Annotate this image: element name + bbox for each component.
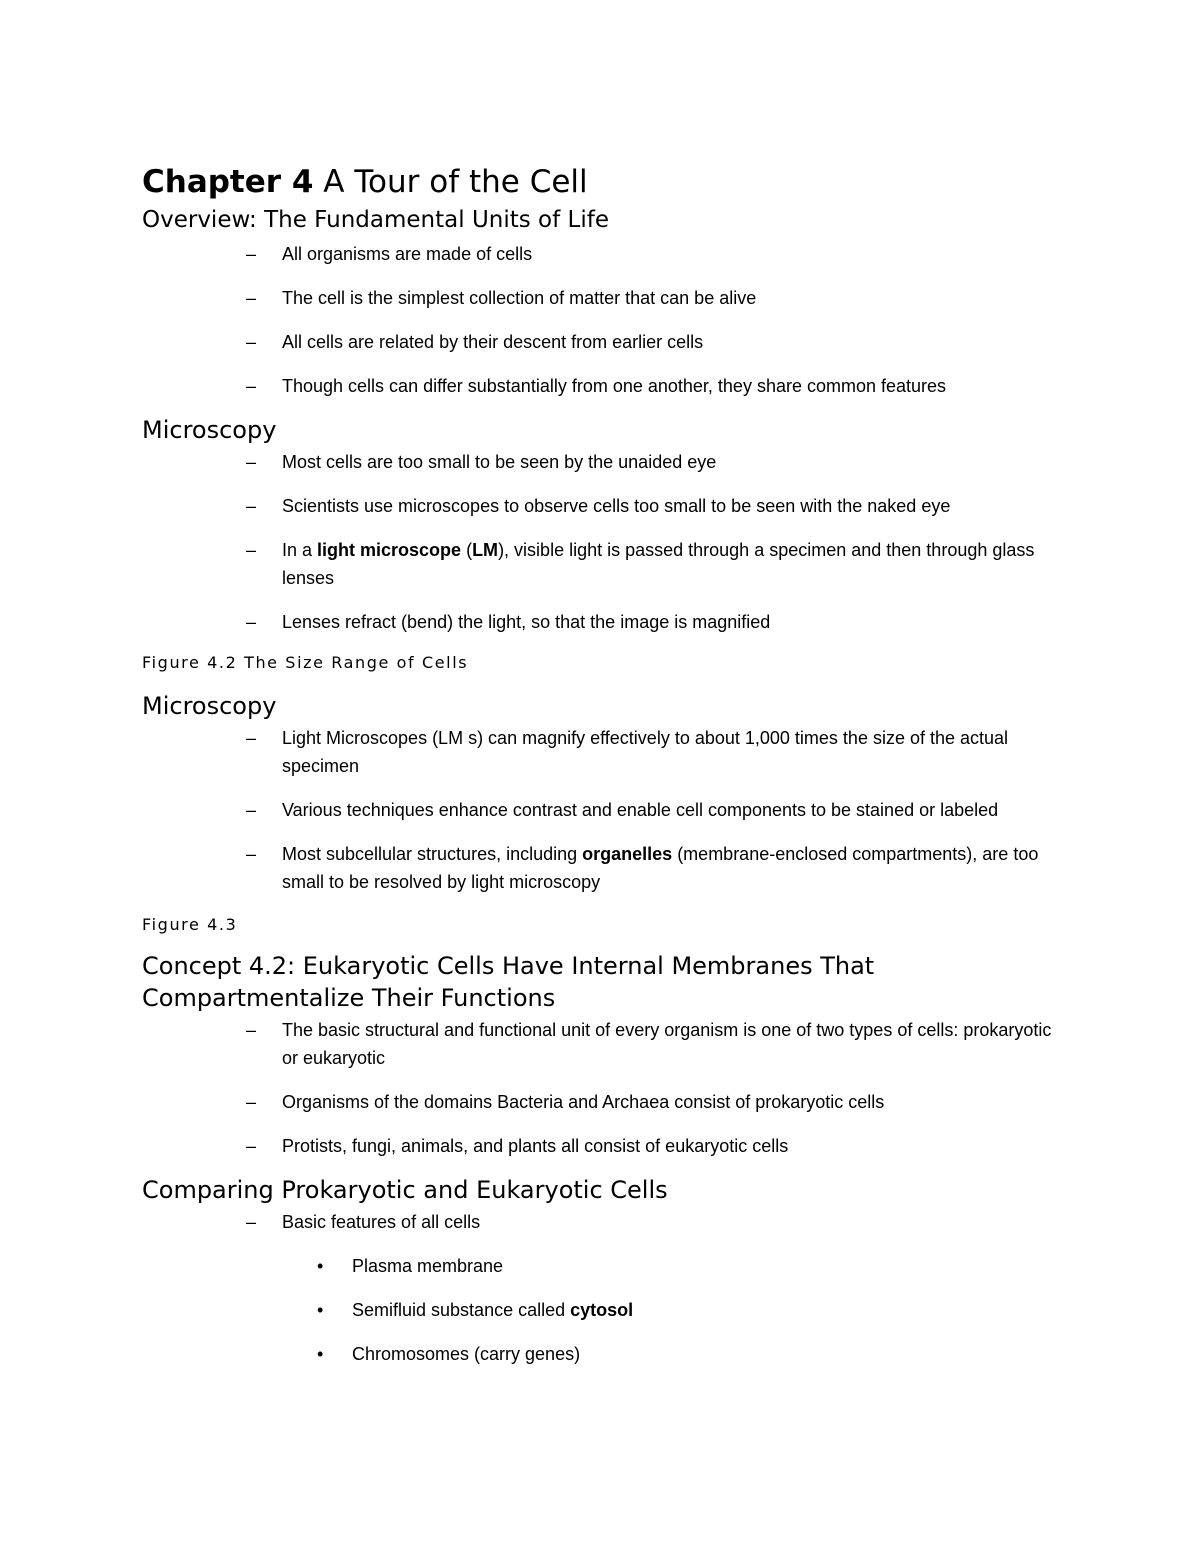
dot-bullet: • — [317, 1256, 324, 1276]
sub-list-item: • Semifluid substance called cytosol — [142, 1296, 1062, 1324]
list-item: – All cells are related by their descent from earlier cells — [142, 328, 1062, 356]
list-item: – Basic features of all cells — [142, 1208, 1062, 1236]
dash-bullet: – — [246, 1212, 257, 1232]
sub-list-item: • Chromosomes (carry genes) — [142, 1340, 1062, 1368]
figure-caption-2: Figure 4.3 — [142, 915, 238, 934]
dash-bullet: – — [246, 540, 257, 560]
term-organelles: organelles — [582, 844, 673, 864]
term-cytosol: cytosol — [570, 1300, 634, 1320]
dash-bullet: – — [246, 332, 257, 352]
dash-bullet: – — [246, 1092, 257, 1112]
list-item: – All organisms are made of cells — [142, 240, 1062, 268]
microscopy-heading: Microscopy — [142, 416, 277, 444]
dash-bullet: – — [246, 1020, 257, 1040]
dash-bullet: – — [246, 844, 257, 864]
dash-bullet: – — [246, 376, 257, 396]
list-item: – Organisms of the domains Bacteria and Archaea consist of prokaryotic cells — [142, 1088, 1062, 1116]
list-item: – Though cells can differ substantially from one another, they share common features — [142, 372, 1062, 400]
list-item: – The basic structural and functional unit of every organism is one of two types of cells: prokaryotic or eukaryotic — [142, 1016, 1062, 1072]
dash-bullet: – — [246, 1136, 257, 1156]
list-item: – Protists, fungi, animals, and plants all consist of eukaryotic cells — [142, 1132, 1062, 1160]
list-item: – The cell is the simplest collection of matter that can be alive — [142, 284, 1062, 312]
dot-bullet: • — [317, 1300, 324, 1320]
overview-heading: Overview: The Fundamental Units of Life — [142, 207, 609, 233]
chapter-number: Chapter 4 — [142, 164, 314, 200]
list-item: – Most subcellular structures, including organelles (membrane-enclosed compartments), are too small to be resolved by light microscopy — [142, 840, 1062, 896]
dash-bullet: – — [246, 452, 257, 472]
chapter-name: A Tour of the Cell — [313, 164, 588, 200]
list-item: – Lenses refract (bend) the light, so that the image is magnified — [142, 608, 1062, 636]
list-item: – Scientists use microscopes to observe cells too small to be seen with the naked eye — [142, 492, 1062, 520]
chapter-title — [142, 160, 1062, 204]
concept-heading: Concept 4.2: Eukaryotic Cells Have Internal Membranes That Compartmentalize Their Functions — [142, 952, 875, 1012]
figure-caption: Figure 4.2 The Size Range of Cells — [142, 653, 469, 672]
dash-bullet: – — [246, 244, 257, 264]
dash-bullet: – — [246, 288, 257, 308]
microscopy-heading-2: Microscopy — [142, 692, 277, 720]
dash-bullet: – — [246, 728, 257, 748]
list-item: – Various techniques enhance contrast and enable cell components to be stained or labeled — [142, 796, 1062, 824]
sub-list-item: • Plasma membrane — [142, 1252, 1062, 1280]
document-page — [142, 160, 1062, 1368]
term-light-microscope: light microscope — [317, 540, 462, 560]
list-item: – Light Microscopes (LM s) can magnify effectively to about 1,000 times the size of the actual specimen — [142, 724, 1062, 780]
list-item: – Most cells are too small to be seen by the unaided eye — [142, 448, 1062, 476]
comparing-heading: Comparing Prokaryotic and Eukaryotic Cells — [142, 1176, 668, 1204]
term-lm: LM — [472, 540, 499, 560]
list-item: – In a light microscope (LM), visible light is passed through a specimen and then through glass lenses — [142, 536, 1062, 592]
dash-bullet: – — [246, 496, 257, 516]
dash-bullet: – — [246, 612, 257, 632]
dot-bullet: • — [317, 1344, 324, 1364]
dash-bullet: – — [246, 800, 257, 820]
